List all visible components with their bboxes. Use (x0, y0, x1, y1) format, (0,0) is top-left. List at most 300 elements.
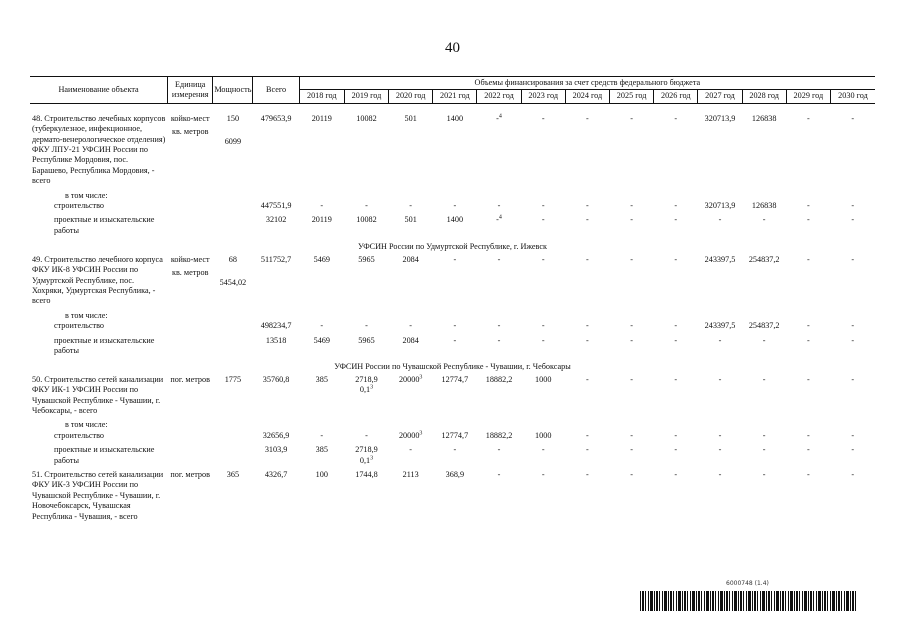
value-text: 254837,2 (748, 321, 780, 331)
header-funding-group: Объемы финансирования за счет средств федерального бюджета (299, 77, 875, 90)
unit-cell (168, 201, 213, 211)
value-text: - (806, 430, 810, 440)
year-value (565, 321, 609, 331)
year-value (344, 375, 388, 417)
power-cell (213, 375, 253, 417)
value-text: - (586, 215, 589, 225)
table-row (30, 470, 875, 522)
year-value (433, 420, 477, 430)
year-value (389, 255, 433, 307)
table-row (30, 114, 875, 187)
value-text: 2718,9 (355, 445, 378, 455)
year-value (344, 191, 388, 201)
year-value (344, 114, 388, 187)
year-value (654, 215, 698, 236)
power-cell (213, 201, 253, 211)
year-value (433, 470, 477, 522)
header-year: 2021 год (433, 90, 477, 103)
value-text: - (630, 430, 633, 440)
sub-label: проектные и изыскательские работы (54, 445, 155, 465)
object-title: Строительство сетей канализации ФКУ ИК-1 УФСИН России по Чувашской Республике - Чувашии, г. Чебоксары, - всего (32, 374, 164, 415)
year-value (521, 215, 565, 236)
year-value (389, 375, 433, 417)
value-text: - (851, 321, 855, 331)
value-text: 20119 (311, 215, 332, 225)
value-extra: $0,1^3$ (359, 384, 374, 395)
header-power: Мощность (213, 77, 253, 104)
year-value (698, 431, 742, 441)
year-value (742, 431, 786, 441)
year-value (389, 114, 433, 187)
year-value (565, 445, 609, 466)
value-text: - (453, 201, 457, 211)
year-value (742, 255, 786, 307)
header-total: Всего (253, 77, 299, 104)
value-text: - (453, 335, 457, 345)
value-text: - (806, 113, 810, 123)
header-year: 2024 год (565, 90, 609, 103)
year-value (344, 215, 388, 236)
sub-label: в том числе: (65, 420, 108, 430)
value-text: - (586, 374, 589, 384)
value-text: - (806, 254, 810, 264)
sub-label: в том числе: (65, 190, 108, 200)
value-text: - (674, 445, 678, 455)
power-2: 5454,02 (219, 278, 247, 288)
year-value (610, 336, 654, 357)
table-row (30, 255, 875, 307)
value-text: - (851, 470, 855, 479)
value-text: 1400 (446, 113, 464, 123)
row-number: 49. (32, 254, 45, 264)
value-text: 10082 (356, 215, 377, 225)
year-value (742, 191, 786, 201)
unit-cell (168, 375, 213, 417)
year-value (521, 375, 565, 417)
year-value (786, 420, 830, 430)
year-value (299, 375, 344, 417)
object-name (30, 470, 168, 522)
year-value (830, 431, 875, 441)
value-text: - (718, 470, 722, 479)
header-year: 2020 год (389, 90, 433, 103)
value-text: - (630, 201, 633, 211)
object-title: Строительство лечебного корпуса ФКУ ИК-8 УФСИН России по Удмуртской Республике, пос. Хохряки, Удмуртская Республика, - всего (32, 254, 163, 306)
year-value (786, 375, 830, 417)
year-value (433, 191, 477, 201)
total-cell: 32102 (265, 215, 287, 225)
value-text: - (320, 201, 324, 211)
unit-cell (168, 336, 213, 357)
unit-2: кв. метров (171, 127, 209, 137)
year-value (698, 470, 742, 522)
year-value (521, 470, 565, 522)
value-text: - (718, 430, 722, 440)
value-text: 1744,8 (355, 470, 378, 479)
year-value (610, 321, 654, 331)
year-value (521, 114, 565, 187)
year-value (610, 311, 654, 321)
unit-cell (168, 114, 213, 187)
value-text: 2113 (402, 470, 419, 479)
year-value (521, 201, 565, 211)
footnote-mark: 4 (498, 113, 502, 120)
year-value (477, 191, 521, 201)
year-value (610, 470, 654, 522)
year-value (830, 255, 875, 307)
power-cell (213, 336, 253, 357)
year-value (565, 311, 609, 321)
unit-cell (168, 420, 213, 430)
table-row (30, 201, 875, 211)
header-year: 2025 год (610, 90, 654, 103)
value-text: 501 (404, 215, 417, 225)
header-year: 2028 год (742, 90, 786, 103)
value-text: - (630, 445, 633, 455)
header-unit: Единица измерения (168, 77, 213, 104)
year-value (477, 336, 521, 357)
value-text: 20000 (398, 374, 420, 384)
value-text: - (497, 335, 501, 345)
value-text: - (851, 201, 855, 211)
year-value (299, 201, 344, 211)
year-value (742, 311, 786, 321)
year-value (433, 311, 477, 321)
value-text: - (586, 254, 589, 264)
year-value (698, 201, 742, 211)
year-value (698, 445, 742, 466)
power-1: 68 (228, 254, 237, 264)
unit-cell (168, 431, 213, 441)
value-text: - (453, 321, 457, 331)
year-value (299, 445, 344, 466)
year-value (433, 201, 477, 211)
year-value (565, 336, 609, 357)
budget-table (30, 76, 875, 526)
value-text: - (851, 374, 855, 384)
value-text: 5469 (313, 254, 330, 264)
value-text: 243397,5 (704, 254, 736, 264)
year-value (786, 336, 830, 357)
year-value (610, 431, 654, 441)
year-value (786, 321, 830, 331)
year-value (830, 336, 875, 357)
year-value (610, 445, 654, 466)
year-value (389, 336, 433, 357)
year-value (344, 470, 388, 522)
year-value (433, 445, 477, 466)
value-text: - (497, 445, 501, 455)
value-text: - (497, 254, 501, 264)
value-text: - (586, 201, 589, 211)
year-value (477, 201, 521, 211)
value-text: - (365, 201, 368, 211)
value-text: 10082 (356, 113, 377, 123)
year-value (610, 191, 654, 201)
section-title: УФСИН России по Удмуртской Республике, г. Ижевск (358, 242, 547, 252)
value-text: - (365, 321, 368, 331)
section-title: УФСИН России по Чувашской Республике - Чувашии, г. Чебоксары (334, 362, 571, 372)
power-cell (213, 431, 253, 441)
value-text: - (630, 113, 633, 123)
year-value (698, 311, 742, 321)
year-value (521, 255, 565, 307)
year-value (654, 114, 698, 187)
value-text: 5965 (358, 335, 375, 345)
value-text: - (674, 254, 678, 264)
total-cell (253, 191, 299, 201)
year-value (299, 255, 344, 307)
year-value (389, 420, 433, 430)
value-text: - (365, 430, 368, 440)
year-value (698, 215, 742, 236)
year-value (830, 311, 875, 321)
object-name (30, 114, 168, 187)
header-year: 2023 год (521, 90, 565, 103)
header-year: 2030 год (830, 90, 875, 103)
value-text: - (630, 254, 633, 264)
power-1: 1775 (224, 374, 242, 384)
year-value (654, 420, 698, 430)
object-title: Строительство сетей канализации ФКУ ИК-3 УФСИН России по Чувашской Республике - Чувашии, г. Новочебоксарск, Чувашская Республика - Чувашия, - всего (32, 470, 164, 521)
year-value (830, 215, 875, 236)
year-value (698, 191, 742, 201)
year-value (565, 470, 609, 522)
value-text: - (586, 335, 589, 345)
value-text: - (496, 113, 499, 123)
value-text: - (851, 215, 855, 225)
year-value (299, 470, 344, 522)
power-1: 150 (226, 113, 240, 123)
value-text: - (762, 445, 766, 455)
year-value (610, 215, 654, 236)
year-value (654, 191, 698, 201)
value-text: 501 (404, 113, 417, 123)
total-cell: 479653,9 (260, 113, 292, 123)
year-value (389, 311, 433, 321)
table-row (30, 336, 875, 357)
year-value (742, 470, 786, 522)
year-value (565, 255, 609, 307)
power-cell (213, 311, 253, 321)
value-text: - (806, 201, 810, 211)
year-value (786, 191, 830, 201)
unit-1: койко-мест (170, 113, 210, 123)
power-cell (213, 420, 253, 430)
year-value (786, 311, 830, 321)
value-text: - (541, 335, 545, 345)
value-text: 243397,5 (704, 321, 736, 331)
value-text: - (851, 430, 855, 440)
value-text: - (762, 470, 766, 479)
year-value (299, 336, 344, 357)
total-cell (253, 420, 299, 430)
value-text: - (541, 445, 545, 455)
value-text: 368,9 (445, 470, 465, 479)
unit-cell (168, 445, 213, 466)
value-text: - (541, 470, 545, 479)
total-cell: 13518 (265, 335, 287, 345)
value-text: - (851, 335, 855, 345)
year-value (344, 420, 388, 430)
value-text: 2084 (402, 335, 419, 345)
value-text: - (674, 470, 678, 479)
year-value (830, 375, 875, 417)
value-text: 126838 (751, 113, 777, 123)
year-value (654, 336, 698, 357)
year-value (477, 311, 521, 321)
value-text: 18882,2 (485, 374, 513, 384)
total-cell: 447551,9 (260, 201, 292, 211)
value-text: 18882,2 (485, 430, 513, 440)
year-value (786, 431, 830, 441)
total-cell: 498234,7 (260, 321, 292, 331)
unit-cell (168, 191, 213, 201)
year-value (433, 255, 477, 307)
value-text: - (409, 445, 413, 455)
value-text: - (718, 374, 722, 384)
table-row (30, 321, 875, 331)
year-value (344, 321, 388, 331)
year-value (654, 375, 698, 417)
value-text: - (806, 321, 810, 331)
power-cell (213, 255, 253, 307)
year-value (565, 215, 609, 236)
header-year: 2022 год (477, 90, 521, 103)
year-value (654, 255, 698, 307)
year-value (698, 336, 742, 357)
value-text: - (497, 470, 501, 479)
value-text: - (453, 254, 457, 264)
year-value (742, 336, 786, 357)
year-value (299, 311, 344, 321)
power-cell (213, 321, 253, 331)
year-value (477, 321, 521, 331)
unit-cell (168, 470, 213, 522)
year-value (698, 114, 742, 187)
value-text: - (630, 470, 633, 479)
value-text: 1000 (535, 430, 552, 440)
year-value (565, 420, 609, 430)
value-text: - (630, 374, 633, 384)
value-text: 385 (315, 374, 328, 384)
year-value (742, 114, 786, 187)
year-value (344, 336, 388, 357)
value-text: 1000 (535, 374, 552, 384)
year-value (786, 445, 830, 466)
year-value (786, 215, 830, 236)
table-row (30, 240, 875, 254)
footnote-mark: 3 (419, 374, 423, 381)
value-text: 20119 (311, 113, 332, 123)
value-text: - (630, 335, 633, 345)
total-cell: 32656,9 (262, 430, 290, 440)
table-row (30, 360, 875, 374)
year-value (389, 321, 433, 331)
value-text: - (718, 445, 722, 455)
year-value (433, 215, 477, 236)
year-value (610, 201, 654, 211)
year-value (389, 431, 433, 441)
year-value (477, 445, 521, 466)
year-value (299, 114, 344, 187)
unit-1: пог. метров (170, 374, 210, 384)
value-text: - (762, 335, 766, 345)
year-value (521, 336, 565, 357)
year-value (477, 114, 521, 187)
year-value (477, 215, 521, 236)
header-year: 2026 год (654, 90, 698, 103)
year-value (830, 191, 875, 201)
year-value (830, 201, 875, 211)
unit-2: кв. метров (171, 268, 209, 278)
value-text: - (586, 430, 589, 440)
value-text: 254837,2 (748, 254, 780, 264)
year-value (389, 191, 433, 201)
year-value (521, 191, 565, 201)
year-value (830, 321, 875, 331)
year-value (654, 445, 698, 466)
year-value (389, 470, 433, 522)
year-value (742, 321, 786, 331)
header-name: Наименование объекта (30, 77, 168, 104)
header-year: 2018 год (299, 90, 344, 103)
year-value (477, 255, 521, 307)
value-text: - (762, 215, 766, 225)
total-cell: 511752,7 (260, 254, 292, 264)
year-value (433, 321, 477, 331)
year-value (299, 431, 344, 441)
value-text: - (718, 215, 722, 225)
year-value (477, 375, 521, 417)
row-number: 48. (32, 113, 45, 123)
year-value (654, 311, 698, 321)
value-text: - (409, 321, 413, 331)
value-text: - (541, 201, 545, 211)
year-value (698, 420, 742, 430)
year-value (786, 255, 830, 307)
unit-1: пог. метров (170, 470, 210, 479)
row-number: 51. (32, 470, 45, 479)
value-text: - (630, 321, 633, 331)
power-1: 365 (226, 470, 240, 479)
value-text: - (674, 321, 678, 331)
power-cell (213, 114, 253, 187)
year-value (477, 431, 521, 441)
year-value (433, 114, 477, 187)
value-text: - (674, 215, 678, 225)
header-year: 2029 год (786, 90, 830, 103)
value-text: - (586, 470, 589, 479)
value-text: - (586, 113, 589, 123)
unit-cell (168, 215, 213, 236)
year-value (344, 445, 388, 466)
value-text: - (806, 335, 810, 345)
year-value (742, 375, 786, 417)
value-text: - (806, 215, 810, 225)
year-value (521, 420, 565, 430)
year-value (698, 375, 742, 417)
year-value (654, 470, 698, 522)
year-value (389, 215, 433, 236)
value-text: - (851, 254, 855, 264)
year-value (565, 375, 609, 417)
value-text: - (674, 430, 678, 440)
power-2: 6099 (224, 137, 242, 147)
year-value (344, 431, 388, 441)
year-value (830, 445, 875, 466)
footnote-mark: 4 (498, 214, 502, 221)
